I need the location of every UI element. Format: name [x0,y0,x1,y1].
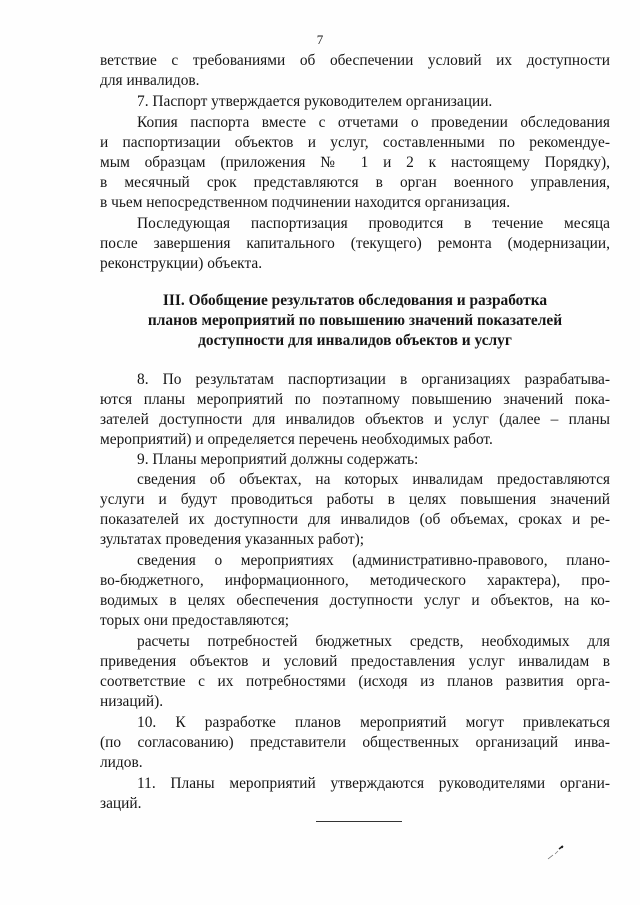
text-line: соответствие с их потребностями (исходя из планов развития орга- [100,673,610,690]
text-line: 7. Паспорт утверждается руководителем организации. [137,93,493,110]
text-line: расчеты потребностей бюджетных средств, необходимых для [137,633,610,650]
text-line: ветствие с требованиями об обеспечении условий их доступности [100,52,610,69]
scan-artifact-mark [546,843,566,861]
text-line: зателей доступности для инвалидов объектов и услуг (далее – планы [100,411,610,428]
text-line: приведения объектов и условий предоставления услуг инвалидам в [100,653,610,670]
text-line: ются планы мероприятий по поэтапному повышению значений пока- [100,391,610,408]
text-line: мым образцам (приложения № 1 и 2 к настоящему Порядку), [100,154,610,171]
text-line: и паспортизации объектов и услуг, составленными по рекомендуе- [100,134,610,151]
text-line: в месячный срок представляются в орган военного управления, [100,174,610,191]
text-line: услуги и будут проводиться работы в целях повышения значений [100,491,610,508]
text-line: в чьем непосредственном подчинении находится организация. [100,194,511,211]
text-line: зультатах проведения указанных работ); [100,531,365,548]
end-separator-line [316,821,402,822]
text-line: 8. По результатам паспортизации в организациях разрабатыва- [137,371,610,388]
section-heading: планов мероприятий по повышению значений показателей [147,312,563,329]
text-line: для инвалидов. [100,72,200,89]
text-line: реконструкции) объекта. [100,255,263,272]
page-number: 7 [316,32,324,47]
text-line: сведения о мероприятиях (административно-правового, плано- [137,552,610,569]
section-heading: доступности для инвалидов объектов и услуг [198,332,512,349]
text-line: 10. К разработке планов мероприятий могут привлекаться [137,714,610,731]
text-line: сведения об объектах, на которых инвалидам предоставляются [137,471,610,488]
text-line: заций. [100,795,142,812]
text-line: во-бюджетного, информационного, методического характера), про- [100,572,610,589]
text-line: 9. Планы мероприятий должны содержать: [137,451,419,468]
text-line: показателей их доступности для инвалидов (об объемах, сроках и ре- [100,511,610,528]
text-line: мероприятий) и определяется перечень необходимых работ. [100,431,493,448]
section-heading: III. Обобщение результатов обследования и разработка [162,292,548,309]
text-line: 11. Планы мероприятий утверждаются руководителями органи- [137,775,610,792]
text-line: торых они предоставляются; [100,612,290,629]
text-line: (по согласованию) представители общественных организаций инва- [100,734,610,751]
text-line: водимых в целях обеспечения доступности услуг и объектов, на ко- [100,592,610,609]
text-line: лидов. [100,754,143,771]
text-line: после завершения капитального (текущего) ремонта (модернизации, [100,235,610,252]
text-line: низаций). [100,693,164,710]
text-line: Копия паспорта вместе с отчетами о проведении обследования [137,114,610,131]
text-line: Последующая паспортизация проводится в течение месяца [137,215,610,232]
